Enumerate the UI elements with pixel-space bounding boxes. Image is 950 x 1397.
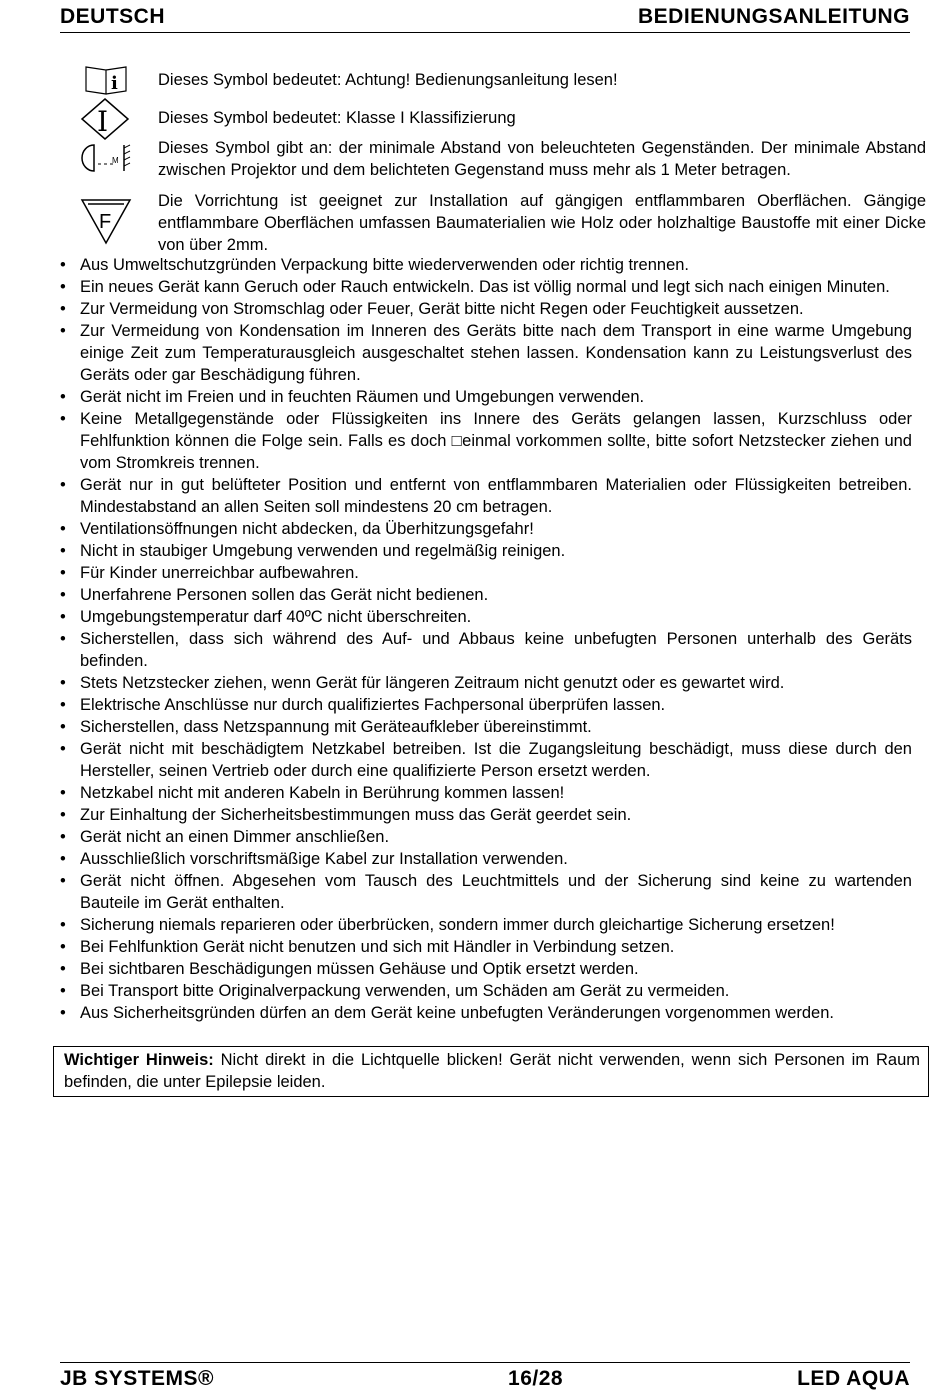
note-label: Wichtiger Hinweis:: [64, 1051, 214, 1069]
list-item: • Gerät nicht öffnen. Abgesehen vom Tausch des Leuchtmittels und der Sicherung sind keine zu wartenden Bauteile im Gerät enthalten.: [60, 870, 912, 914]
header-title: BEDIENUNGSANLEITUNG: [637, 5, 910, 28]
list-item: • Bei Fehlfunktion Gerät nicht benutzen und sich mit Händler in Verbindung setzen.: [60, 936, 912, 958]
page-number: 16/28: [508, 1367, 564, 1390]
svg-text:i: i: [111, 73, 118, 94]
list-item: • Sicherung niemals reparieren oder überbrücken, sondern immer durch gleichartige Sicherung ersetzen!: [60, 914, 912, 936]
safety-instructions-list: [60, 254, 912, 1024]
list-item: • Sicherstellen, dass sich während des Auf- und Abbaus keine unbefugten Personen unterhalb des Geräts befinden.: [60, 628, 912, 672]
list-item: • Umgebungstemperatur darf 40ºC nicht überschreiten.: [60, 606, 912, 628]
symbol-text-distance: Dieses Symbol gibt an: der minimale Abstand von beleuchteten Gegenständen. Der minimale Abstand zwischen Projektor und dem belichteten Gegenstand muss mehr als 1 Meter betragen.: [158, 139, 926, 179]
list-item: • Unerfahrene Personen sollen das Gerät nicht bedienen.: [60, 584, 912, 606]
symbol-text-manual: Dieses Symbol bedeutet: Achtung! Bedienungsanleitung lesen!: [158, 71, 618, 89]
distance-label: M: [112, 156, 119, 165]
manual-info-icon: [84, 64, 128, 96]
list-item: • Zur Vermeidung von Stromschlag oder Feuer, Gerät bitte nicht Regen oder Feuchtigkeit aussetzen.: [60, 298, 912, 320]
footer-brand: JB SYSTEMS®: [60, 1367, 215, 1390]
list-item: • Aus Sicherheitsgründen dürfen an dem Gerät keine unbefugten Veränderungen vorgenommen werden.: [60, 1002, 912, 1024]
header-language: DEUTSCH: [60, 5, 166, 28]
list-item: • Nicht in staubiger Umgebung verwenden und regelmäßig reinigen.: [60, 540, 912, 562]
svg-text:I: I: [97, 105, 109, 138]
svg-text:F: F: [99, 211, 112, 233]
list-item: • Gerät nicht mit beschädigtem Netzkabel betreiben. Ist die Zugangsleitung beschädigt, muss diese durch den Hersteller, seinen Vertrieb oder durch eine qualifizierte Person ersetzt werden.: [60, 738, 912, 782]
list-item: • Zur Einhaltung der Sicherheitsbestimmungen muss das Gerät geerdet sein.: [60, 804, 912, 826]
list-item: • Gerät nicht an einen Dimmer anschließen.: [60, 826, 912, 848]
list-item: • Bei sichtbaren Beschädigungen müssen Gehäuse und Optik ersetzt werden.: [60, 958, 912, 980]
list-item: • Ventilationsöffnungen nicht abdecken, da Überhitzungsgefahr!: [60, 518, 912, 540]
list-item: • Sicherstellen, dass Netzspannung mit Geräteaufkleber übereinstimmt.: [60, 716, 912, 738]
list-item: • Keine Metallgegenstände oder Flüssigkeiten ins Innere des Geräts gelangen lassen, Kurzschluss oder Fehlfunktion können die Folge sein. Falls es doch □einmal vorkommen sollte, bitte sofort Netzstecker ziehen und vom Stromkreis trennen.: [60, 408, 912, 474]
list-item: • Stets Netzstecker ziehen, wenn Gerät für längeren Zeitraum nicht genutzt oder es gewartet wird.: [60, 672, 912, 694]
list-item: • Ausschließlich vorschriftsmäßige Kabel zur Installation verwenden.: [60, 848, 912, 870]
note-text: Nicht direkt in die Lichtquelle blicken! Gerät nicht verwenden, wenn sich Personen im Raum befinden, die unter Epilepsie leiden.: [64, 1051, 920, 1091]
list-item: • Bei Transport bitte Originalverpackung verwenden, um Schäden am Gerät zu vermeiden.: [60, 980, 912, 1002]
list-item: • Ein neues Gerät kann Geruch oder Rauch entwickeln. Das ist völlig normal und legt sich nach einigen Minuten.: [60, 276, 912, 298]
important-note-box: [53, 1046, 929, 1097]
page-header: [60, 2, 910, 33]
symbol-text-flammable: Die Vorrichtung ist geeignet zur Installation auf gängigen entflammbaren Oberflächen. Gängige entflammbare Oberflächen umfassen Baumaterialien wie Holz oder holzhaltige Baustoffe mit einer Dicke von über 2mm.: [158, 192, 926, 254]
list-item: • Gerät nicht im Freien und in feuchten Räumen und Umgebungen verwenden.: [60, 386, 912, 408]
list-item: • Für Kinder unerreichbar aufbewahren.: [60, 562, 912, 584]
page-footer: [60, 1362, 910, 1395]
footer-product: LED AQUA: [797, 1367, 910, 1390]
flammable-surface-icon: [80, 196, 132, 246]
list-item: • Aus Umweltschutzgründen Verpackung bitte wiederverwenden oder richtig trennen.: [60, 254, 912, 276]
symbol-text-class: Dieses Symbol bedeutet: Klasse I Klassifizierung: [158, 109, 516, 127]
list-item: • Netzkabel nicht mit anderen Kabeln in Berührung kommen lassen!: [60, 782, 912, 804]
list-item: • Elektrische Anschlüsse nur durch qualifiziertes Fachpersonal überprüfen lassen.: [60, 694, 912, 716]
min-distance-icon: [80, 142, 134, 174]
class-i-icon: [80, 97, 130, 141]
list-item: • Gerät nur in gut belüfteter Position und entfernt von entflammbaren Materialien oder Flüssigkeiten betreiben. Mindestabstand an allen Seiten soll mindestens 20 cm betragen.: [60, 474, 912, 518]
list-item: • Zur Vermeidung von Kondensation im Inneren des Geräts bitte nach dem Transport in eine warme Umgebung einige Zeit zum Temperaturausgleich ausgeschaltet stehen lassen. Kondensation kann zu Leistungsverlust des Geräts oder gar Beschädigung führen.: [60, 320, 912, 386]
